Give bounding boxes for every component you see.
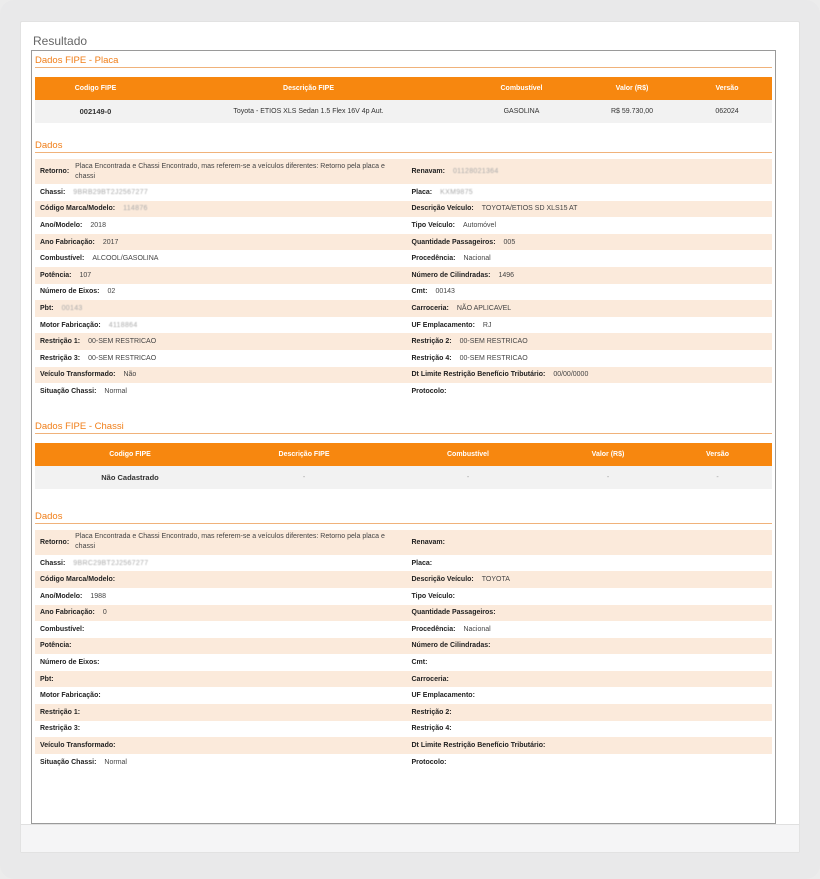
list-item <box>35 159 772 184</box>
field-right <box>407 626 773 633</box>
field-value: TOYOTA/ETIOS SD XLS15 AT <box>481 205 578 213</box>
field-right <box>407 725 773 732</box>
cell-codigo: 002149-0 <box>35 100 156 123</box>
cell-combustivel: GASOLINA <box>461 100 582 123</box>
field-label: Descrição Veículo: <box>411 576 474 584</box>
field-right <box>407 239 773 246</box>
field-label: Número de Eixos: <box>40 659 100 667</box>
field-label: Tipo Veículo: <box>411 221 455 229</box>
section-title-fipe-chassi: Dados FIPE - Chassi <box>35 417 772 434</box>
field-value: 107 <box>79 271 92 279</box>
field-value: 005 <box>503 238 516 246</box>
field-left <box>35 642 407 649</box>
table-header-row <box>35 443 772 466</box>
field-left <box>35 659 407 666</box>
field-left <box>35 560 407 567</box>
list-item <box>35 737 772 754</box>
field-value: 00-SEM RESTRICAO <box>459 354 528 362</box>
list-item <box>35 350 772 367</box>
field-value: TOYOTA <box>481 576 510 584</box>
table-header-row <box>35 77 772 100</box>
field-label: UF Emplacamento: <box>411 321 475 329</box>
field-value: RJ <box>482 321 492 329</box>
fipe-chassi-table <box>35 443 772 489</box>
cell-valor: - <box>553 466 663 489</box>
field-right <box>407 642 773 649</box>
field-value: 02 <box>107 288 116 296</box>
field-value: 114876 <box>123 205 148 213</box>
field-right <box>407 205 773 212</box>
field-label: Placa: <box>411 559 433 567</box>
field-left <box>35 322 407 329</box>
field-right <box>407 659 773 666</box>
field-left <box>35 676 407 683</box>
col-valor: Valor (R$) <box>553 443 663 466</box>
field-left <box>35 305 407 312</box>
field-value: Placa Encontrada e Chassi Encontrado, mas referem-se a veículos diferentes: Retorno pela placa e chassi <box>75 533 385 551</box>
cell-descricao: Toyota - ETIOS XLS Sedan 1.5 Flex 16V 4p Aut. <box>156 100 461 123</box>
field-left <box>35 222 407 229</box>
field-value: Automóvel <box>462 221 497 229</box>
field-value: ALCOOL/GASOLINA <box>92 255 159 263</box>
field-label: Procedência: <box>411 255 456 263</box>
field-label: Ano/Modelo: <box>40 221 83 229</box>
field-label: Motor Fabricação: <box>40 321 101 329</box>
field-left <box>35 371 407 378</box>
col-combustivel: Combustível <box>461 77 582 100</box>
field-right <box>407 189 773 196</box>
list-item <box>35 530 772 555</box>
field-right <box>407 742 773 749</box>
list-item <box>35 571 772 588</box>
cell-combustivel: - <box>383 466 553 489</box>
field-right <box>407 539 773 546</box>
field-value: Nacional <box>463 255 491 263</box>
field-right <box>407 168 773 175</box>
field-value: 00143 <box>61 304 83 312</box>
field-left <box>35 709 407 716</box>
field-left <box>35 388 407 395</box>
col-descricao-fipe: Descrição FIPE <box>156 77 461 100</box>
field-label: Combustível: <box>40 255 85 263</box>
field-value: Normal <box>104 758 127 766</box>
field-right <box>407 288 773 295</box>
field-label: Número de Cilindradas: <box>411 642 491 650</box>
list-item <box>35 201 772 218</box>
table-row <box>35 100 772 123</box>
col-codigo-fipe: Codigo FIPE <box>35 443 225 466</box>
field-right <box>407 272 773 279</box>
field-right <box>407 355 773 362</box>
field-left <box>35 593 407 600</box>
col-versao: Versão <box>682 77 772 100</box>
field-left <box>35 725 407 732</box>
field-label: Quantidade Passageiros: <box>411 609 496 617</box>
field-value: 00-SEM RESTRICAO <box>459 338 528 346</box>
col-versao: Versão <box>663 443 772 466</box>
field-label: Restrição 3: <box>40 725 81 733</box>
field-label: Chassi: <box>40 188 66 196</box>
field-label: Descrição Veículo: <box>411 205 474 213</box>
list-item <box>35 704 772 721</box>
field-label: Motor Fabricação: <box>40 692 101 700</box>
list-item <box>35 250 772 267</box>
field-value: 00/00/0000 <box>553 371 589 379</box>
field-left <box>35 626 407 633</box>
field-value: 0 <box>102 609 107 617</box>
table-row <box>35 466 772 489</box>
fipe-placa-table <box>35 77 772 123</box>
cell-descricao: - <box>225 466 383 489</box>
field-label: Código Marca/Modelo: <box>40 576 116 584</box>
field-label: Restrição 4: <box>411 354 452 362</box>
field-label: Ano/Modelo: <box>40 592 83 600</box>
field-label: Potência: <box>40 642 72 650</box>
field-left <box>35 338 407 345</box>
field-label: Situação Chassi: <box>40 758 97 766</box>
field-label: Situação Chassi: <box>40 387 97 395</box>
list-item <box>35 654 772 671</box>
field-label: Dt Limite Restrição Benefício Tributário: <box>411 371 546 379</box>
section-title-fipe-placa: Dados FIPE - Placa <box>35 51 772 68</box>
field-label: Retorno: <box>40 168 70 175</box>
field-right <box>407 692 773 699</box>
field-left <box>35 532 407 552</box>
cell-versao: 062024 <box>682 100 772 123</box>
field-label: Veículo Transformado: <box>40 742 116 750</box>
field-left <box>35 742 407 749</box>
field-label: Restrição 1: <box>40 338 81 346</box>
cell-valor: R$ 59.730,00 <box>582 100 682 123</box>
field-label: Restrição 3: <box>40 354 81 362</box>
cell-codigo: Não Cadastrado <box>35 466 225 489</box>
field-left <box>35 609 407 616</box>
field-right <box>407 609 773 616</box>
field-right <box>407 255 773 262</box>
field-label: Carroceria: <box>411 675 449 683</box>
card-footer <box>21 824 799 852</box>
field-right <box>407 576 773 583</box>
field-label: Carroceria: <box>411 304 449 312</box>
field-right <box>407 338 773 345</box>
field-label: Restrição 1: <box>40 708 81 716</box>
field-value: KXM9875 <box>440 188 473 196</box>
col-codigo-fipe: Codigo FIPE <box>35 77 156 100</box>
field-value: 4118864 <box>108 321 138 329</box>
list-item <box>35 671 772 688</box>
field-label: Pbt: <box>40 675 54 683</box>
field-left <box>35 288 407 295</box>
field-left <box>35 239 407 246</box>
dados-grid-1 <box>35 159 772 400</box>
col-combustivel: Combustível <box>383 443 553 466</box>
field-label: Dt Limite Restrição Benefício Tributário: <box>411 742 546 750</box>
dados-grid-2 <box>35 530 772 771</box>
field-label: Cmt: <box>411 288 428 296</box>
field-right <box>407 560 773 567</box>
list-item <box>35 367 772 384</box>
field-label: Protocolo: <box>411 758 447 766</box>
list-item <box>35 383 772 400</box>
field-label: Veículo Transformado: <box>40 371 116 379</box>
col-valor: Valor (R$) <box>582 77 682 100</box>
field-label: Tipo Veículo: <box>411 592 455 600</box>
field-right <box>407 388 773 395</box>
field-right <box>407 709 773 716</box>
cell-versao: - <box>663 466 772 489</box>
field-label: Quantidade Passageiros: <box>411 238 496 246</box>
list-item <box>35 687 772 704</box>
field-value: Normal <box>104 387 127 395</box>
field-value: 9BRB29BT2J2567277 <box>73 188 149 196</box>
list-item <box>35 588 772 605</box>
list-item <box>35 721 772 738</box>
list-item <box>35 317 772 334</box>
field-left <box>35 692 407 699</box>
col-descricao-fipe: Descrição FIPE <box>225 443 383 466</box>
field-label: Renavam: <box>411 538 445 546</box>
field-value: 00-SEM RESTRICAO <box>88 338 157 346</box>
field-left <box>35 272 407 279</box>
field-label: Código Marca/Modelo: <box>40 205 116 213</box>
list-item <box>35 754 772 771</box>
field-left <box>35 255 407 262</box>
field-label: Ano Fabricação: <box>40 238 95 246</box>
field-value: 2018 <box>90 221 106 229</box>
field-label: Número de Eixos: <box>40 288 100 296</box>
field-value: 1496 <box>498 271 515 279</box>
field-left <box>35 576 407 583</box>
list-item <box>35 217 772 234</box>
field-value: 1988 <box>90 592 106 600</box>
field-right <box>407 759 773 766</box>
field-right <box>407 371 773 378</box>
field-value: 01128021364 <box>452 168 499 175</box>
field-value: 9BRC29BT2J2567277 <box>73 559 149 567</box>
list-item <box>35 184 772 201</box>
field-label: Renavam: <box>411 168 445 175</box>
content-card <box>20 21 800 853</box>
list-item <box>35 284 772 301</box>
field-label: Restrição 4: <box>411 725 452 733</box>
field-left <box>35 189 407 196</box>
field-right <box>407 676 773 683</box>
field-label: UF Emplacamento: <box>411 692 475 700</box>
field-label: Número de Cilindradas: <box>411 271 491 279</box>
section-title-dados: Dados <box>35 507 772 524</box>
result-panel <box>31 50 776 824</box>
field-right <box>407 593 773 600</box>
field-value: 2017 <box>102 238 119 246</box>
field-value: Placa Encontrada e Chassi Encontrado, mas referem-se a veículos diferentes: Retorno pela placa e chassi <box>75 162 385 180</box>
field-value: 00-SEM RESTRICAO <box>88 354 157 362</box>
list-item <box>35 267 772 284</box>
field-label: Chassi: <box>40 559 66 567</box>
list-item <box>35 555 772 572</box>
section-title-dados: Dados <box>35 136 772 153</box>
field-label: Ano Fabricação: <box>40 609 95 617</box>
field-right <box>407 305 773 312</box>
field-label: Potência: <box>40 271 72 279</box>
field-right <box>407 322 773 329</box>
field-label: Combustível: <box>40 625 85 633</box>
field-value: Não <box>123 371 137 379</box>
field-label: Restrição 2: <box>411 338 452 346</box>
field-left <box>35 162 407 182</box>
field-value: 00143 <box>435 288 455 296</box>
field-value: NÃO APLICAVEL <box>456 304 512 312</box>
field-left <box>35 355 407 362</box>
list-item <box>35 638 772 655</box>
list-item <box>35 300 772 317</box>
field-label: Placa: <box>411 188 433 196</box>
field-left <box>35 205 407 212</box>
field-label: Cmt: <box>411 659 428 667</box>
list-item <box>35 605 772 622</box>
list-item <box>35 333 772 350</box>
page-title: Resultado <box>33 34 88 48</box>
list-item <box>35 234 772 251</box>
field-left <box>35 759 407 766</box>
list-item <box>35 621 772 638</box>
field-label: Protocolo: <box>411 387 447 395</box>
field-right <box>407 222 773 229</box>
field-label: Pbt: <box>40 304 54 312</box>
field-value: Nacional <box>463 625 491 633</box>
field-label: Restrição 2: <box>411 708 452 716</box>
field-label: Retorno: <box>40 538 70 546</box>
field-label: Procedência: <box>411 625 456 633</box>
